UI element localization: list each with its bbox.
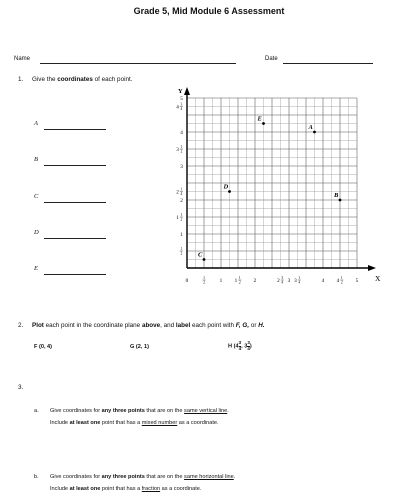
y-tick-label [176, 213, 183, 221]
x-tick-label-den: 4 [281, 280, 284, 285]
point-a [313, 131, 316, 134]
y-tick-label-num: 1 [180, 247, 183, 252]
x-tick-label-den: 2 [203, 280, 205, 285]
x-tick-label-whole: 3 [287, 277, 291, 284]
q3b-letter: b. [34, 474, 39, 480]
y-tick-label-whole: 2 [176, 189, 179, 196]
y-tick-label [176, 188, 183, 196]
y-tick-label-num: 1 [180, 187, 183, 192]
y-tick-label-whole: 4 [180, 129, 183, 136]
q3a-letter: a. [34, 408, 39, 414]
y-tick-label-num: 1 [180, 145, 183, 150]
x-tick-label-den: 2 [238, 280, 241, 285]
answer-label-d: D [34, 229, 39, 236]
x-tick-label-whole: 4 [321, 277, 325, 284]
answer-label-e: E [34, 265, 38, 272]
x-axis-label: X [375, 274, 381, 283]
x-tick-label [277, 276, 284, 284]
x-tick-label-den: 4 [298, 280, 301, 285]
x-tick-label-whole: 1 [219, 277, 223, 284]
y-axis-label: Y [178, 88, 183, 95]
point-f: F (0, 4) [34, 344, 53, 350]
point-g: G (2, 1) [130, 344, 149, 350]
answer-label-c: C [34, 193, 39, 200]
answer-label-a: A [34, 120, 38, 127]
x-tick-label-whole: 0 [185, 277, 189, 284]
x-tick-label-num: 1 [340, 276, 343, 281]
x-tick-label-whole: 5 [355, 277, 359, 284]
q3a-line2: Include at least one point that has a mixed number as a coordinate. [50, 420, 219, 426]
x-tick-label [220, 278, 223, 284]
y-tick-label [180, 164, 183, 170]
y-tick-label [180, 130, 183, 136]
y-tick-label-num: 1 [180, 213, 183, 218]
page-title: Grade 5, Mid Module 6 Assessment [133, 6, 285, 16]
point-h: H (4 $\frac{3}{4}$ , 3 $\frac{3}{4}$ ) [228, 340, 252, 351]
q1-text: Give the coordinates of each point. [32, 76, 133, 83]
x-tick-label [294, 276, 301, 284]
point-label-a: A [308, 124, 313, 131]
q3a-line1: Give coordinates for any three points that are on the same vertical line. [50, 408, 229, 414]
x-tick-label-num: 3 [281, 276, 284, 281]
x-tick-label [235, 276, 242, 284]
y-tick-label [176, 103, 183, 111]
x-tick-label [337, 276, 344, 284]
answer-label-b: B [34, 156, 38, 163]
x-tick-label-whole: 4 [336, 277, 340, 284]
y-tick-label-whole: 1 [176, 214, 179, 221]
x-tick-label-num: 1 [238, 276, 241, 281]
y-tick-label-whole: 4 [176, 104, 179, 111]
x-tick-label-whole: 3 [294, 277, 297, 284]
y-tick-label-den: 4 [180, 192, 183, 197]
y-tick-label [180, 247, 183, 255]
y-tick-label-den: 4 [180, 107, 183, 112]
point-d [228, 190, 231, 193]
x-tick-label-den: 2 [340, 280, 343, 285]
y-tick-label [180, 232, 183, 238]
y-tick-label-den: 2 [180, 217, 183, 222]
y-tick-label-whole: 2 [180, 197, 183, 204]
x-tick-label-whole: 1 [234, 277, 238, 284]
y-tick-label-whole: 3 [180, 163, 183, 170]
y-tick-label [180, 198, 183, 204]
x-tick-label-whole: 2 [277, 277, 280, 284]
point-label-b: B [334, 192, 339, 199]
x-tick-label [322, 278, 325, 284]
y-tick-label-den: 2 [180, 149, 183, 154]
y-tick-label [180, 96, 183, 102]
point-label-d: D [223, 183, 229, 191]
x-tick-label [202, 276, 205, 284]
x-tick-label [356, 278, 359, 284]
x-axis-arrow [368, 265, 376, 271]
x-tick-label-num: 1 [298, 276, 301, 281]
name-label: Name [14, 56, 31, 62]
point-c [203, 258, 206, 261]
q2-number: 2. [18, 322, 24, 329]
date-label: Date [265, 56, 278, 62]
y-tick-label-whole: 3 [176, 146, 179, 153]
x-tick-label-num: 1 [203, 276, 205, 281]
q1-number: 1. [18, 76, 24, 83]
q3-number: 3. [18, 384, 24, 391]
point-b [339, 199, 342, 202]
x-tick-label [186, 278, 189, 284]
x-tick-label [288, 278, 291, 284]
point-e [262, 122, 265, 125]
q3b-line2: Include at least one point that has a fraction as a coordinate. [50, 486, 202, 492]
q2-text: Plot each point in the coordinate plane above, and label each point with F, G, or H. [32, 322, 265, 329]
y-tick-label-whole: 5 [180, 95, 183, 102]
point-label-e: E [257, 115, 262, 123]
y-tick-label-whole: 1 [180, 231, 183, 238]
y-tick-label-num: 3 [180, 102, 183, 107]
point-label-c: C [198, 251, 203, 259]
y-tick-label-den: 2 [180, 251, 183, 256]
y-axis-arrow [184, 87, 190, 95]
x-tick-label-whole: 2 [253, 277, 257, 284]
y-tick-label [176, 145, 183, 153]
x-tick-label [254, 278, 257, 284]
q3b-line1: Give coordinates for any three points that are on the same horizontal line. [50, 474, 236, 480]
